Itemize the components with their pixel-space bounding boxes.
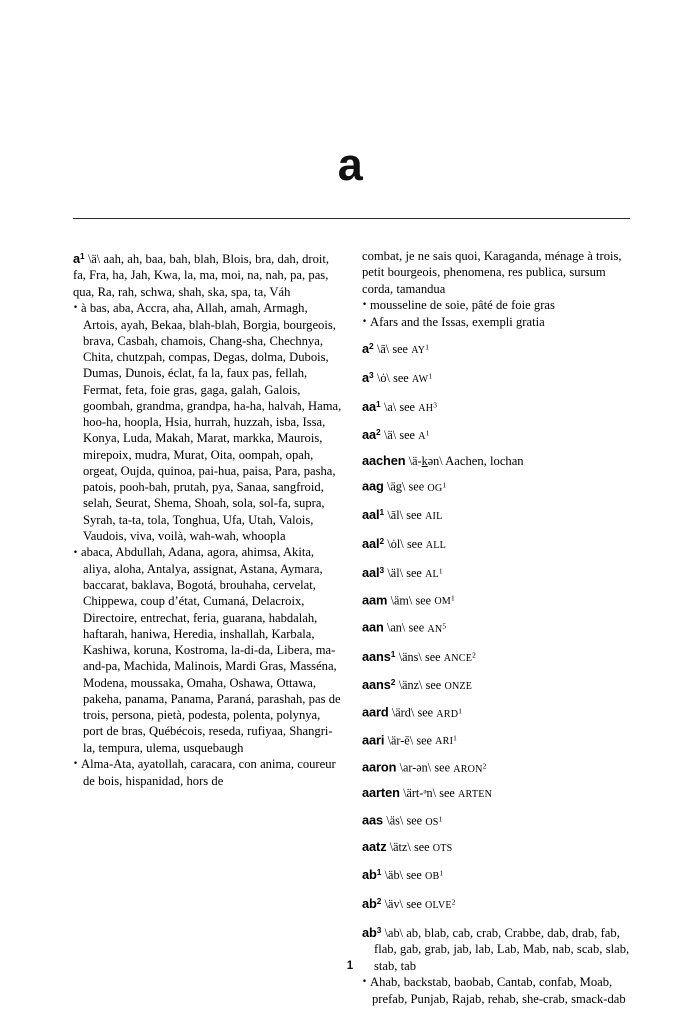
- see-label: see: [408, 479, 425, 494]
- see-label: see: [406, 813, 423, 828]
- cross-reference-superscript: 2: [472, 650, 476, 660]
- entry-ab2: [362, 886, 632, 915]
- cross-reference-link[interactable]: $A^1$: [418, 428, 430, 443]
- cross-reference-link[interactable]: $AW^1$: [411, 371, 433, 385]
- cross-reference-link[interactable]: $AY^1$: [411, 342, 430, 356]
- entry-a3: [362, 359, 632, 388]
- see-label: see: [439, 786, 455, 801]
- rhyme-list-level-5-block: [362, 297, 632, 314]
- headword: aal$^1$: [362, 507, 385, 523]
- headword: aans$^2$: [362, 677, 396, 693]
- pronunciation: \äg\: [387, 479, 406, 494]
- entry-aam: [362, 583, 632, 610]
- rhyme-list-level-6: Afars and the Issas, exempli gratia: [370, 314, 545, 329]
- headword: aatz: [362, 838, 387, 854]
- see-label: see: [399, 399, 415, 414]
- headword-superscript: 3: [369, 369, 374, 380]
- cross-reference-link[interactable]: $OS^1$: [425, 814, 443, 828]
- pronunciation: \ä-kən\: [408, 454, 443, 469]
- cross-reference-superscript: 1: [442, 480, 447, 490]
- see-label: see: [406, 566, 422, 581]
- entry-aard: [362, 696, 632, 723]
- headword: $aa^1$: [362, 398, 381, 414]
- pronunciation: \äl\: [387, 566, 403, 581]
- cross-reference-link[interactable]: ONZE: [444, 681, 473, 693]
- headword: aans$^1$: [362, 648, 396, 664]
- rhyme-list-level-1: aah, ah, baa, bah, blah, Blois, bra, dah, droit, fa, Fra, ha, Jah, Kwa, la, ma, moi, na, nah, pa, pas, qua, Ra, rah, schwa, shah, ska, spa, ta, Váh: [73, 252, 330, 299]
- cross-reference-entry-list: [362, 330, 632, 914]
- bullet-icon: •: [362, 317, 368, 327]
- bullet-icon: •: [73, 303, 79, 314]
- see-label: see: [406, 868, 422, 883]
- see-label: see: [416, 733, 432, 748]
- headword-superscript: 1: [376, 867, 382, 878]
- headword: aarten: [362, 785, 400, 801]
- headword: aal$^3$: [362, 565, 385, 581]
- pronunciation: \äm\: [390, 593, 413, 608]
- cross-reference-superscript: 1: [425, 428, 430, 438]
- see-label: see: [415, 593, 432, 608]
- entry-aal2: [362, 526, 632, 555]
- headword-superscript: 2: [376, 896, 382, 907]
- header-divider-rule: [73, 218, 630, 219]
- pronunciation: \ā\: [376, 341, 390, 356]
- entry-a1: [73, 248, 343, 300]
- page-number: 1: [346, 960, 354, 972]
- page-header-letter: a: [337, 139, 363, 190]
- see-label: see: [406, 508, 422, 523]
- two-column-body: [73, 248, 632, 1007]
- rhyme-list-level-4-continued: combat, je ne sais quoi, Karaganda, ménage à trois, petit bourgeois, phenomena, res publica, sursum corda, tamandua: [362, 249, 622, 296]
- rhyme-list-level-4-block-start: [73, 756, 343, 789]
- see-label: see: [406, 897, 422, 912]
- headword-superscript: 2: [369, 340, 374, 351]
- headword-superscript: 1: [390, 648, 396, 659]
- pronunciation-ab3: \ab\: [384, 926, 403, 941]
- cross-reference-link[interactable]: ARD$^1$: [436, 706, 463, 720]
- entry-aa2: [362, 417, 632, 446]
- pronunciation: \ȯl\: [387, 537, 404, 552]
- pronunciation: \äv\: [384, 897, 403, 912]
- headword-superscript: 3: [379, 565, 385, 576]
- headword-superscript: 2: [376, 427, 381, 438]
- headword-superscript: 3: [376, 925, 382, 936]
- pronunciation: \ärd\: [391, 705, 415, 720]
- rhyme-list-ab3-level-2: Ahab, backstab, baobab, Cantab, confab, Moab, prefab, Punjab, Rajab, rehab, she-crab, smack-dab: [370, 974, 626, 1006]
- left-column: [73, 248, 343, 789]
- cross-reference-link[interactable]: $AH^3$: [418, 400, 438, 414]
- see-label: see: [408, 620, 425, 635]
- pronunciation: \ärt-ᵊn\: [403, 786, 436, 801]
- entry-ab1: [362, 857, 632, 886]
- see-label: see: [392, 341, 408, 356]
- rhyme-list-ab3-level-2-block: [362, 974, 632, 1007]
- cross-reference-superscript: 1: [439, 868, 444, 878]
- cross-reference-link[interactable]: ANCE$^2$: [443, 650, 476, 664]
- see-label: see: [413, 839, 430, 854]
- rhyme-list-level-3-block: [73, 544, 343, 756]
- pronunciation: \äns\: [398, 649, 422, 664]
- headword: aaron: [362, 759, 397, 775]
- see-label: see: [406, 537, 423, 552]
- rhyme-list-level-2-block: [73, 300, 343, 544]
- cross-reference-superscript: 2: [451, 897, 456, 907]
- headword: aas: [362, 812, 384, 828]
- see-label: see: [417, 705, 434, 720]
- cross-reference-link[interactable]: ARON$^2$: [453, 761, 487, 775]
- cross-reference-link[interactable]: ARI$^1$: [435, 733, 458, 748]
- cross-reference-superscript: 1: [458, 706, 463, 716]
- bullet-icon: •: [362, 300, 368, 311]
- rhyme-list-level-2: à bas, aba, Accra, aha, Allah, amah, Armagh, Artois, ayah, Bekaa, blah-blah, Borgia, bourgeois, brava, Casbah, chamois, Chang-sha, Chechnya, Chita, chutzpah, compas, Degas, dolma, Dubois, Dumas, Dunois, éclat, fa la, faux pas, fellah, Fermat, feta, foie gras, gaga, galah, Galois, goombah, grandma, grandpa, ha-ha, halvah, Hama, hoo-ha, hoopla, Hsia, hurrah, huzzah, isba, Issa, Konya, Luda, Makah, Marat, markka, Maurois, mirepoix, mudra, Murat, Oita, oompah, opah, orgeat, Oujda, quinoa, pai-hua, paisa, Para, pasha, patois, pooh-bah, prutah, pya, Sanaa, sangfroid, selah, Seurat, Shema, Shoah, sola, sol-fa, supra, Syrah, ta-ta, tola, Tonghua, Ufa, Utah, Valois, Vaudois, viva, voilà, wah-wah, whoopla: [81, 300, 342, 543]
- pronunciation: \ä\: [383, 428, 397, 443]
- entry-aa1: [362, 388, 632, 417]
- bullet-icon: •: [73, 759, 79, 770]
- headword: aam: [362, 592, 388, 608]
- cross-reference-superscript: 1: [428, 371, 433, 381]
- pronunciation: \an\: [387, 620, 406, 635]
- rhyme-list-level-3: abaca, Abdullah, Adana, agora, ahimsa, Akita, aliya, aloha, Antalya, assignat, Astana, Aymara, baccarat, baklava, Bogotá, brouhaha, cervelat, Chippewa, coup d’état, Cumaná, Delacroix, Directoire, entrechat, feria, guarana, habdalah, haftarah, haniwa, Heredia, inshallah, Karbala, Kashiwa, koruna, Kostroma, la-di-da, Libera, ma-and-pa, Machida, Malinois, Mardi Gras, Masséna, Modena, moussaka, Omaha, Oshawa, Ottawa, pakeha, panama, Panama, Paraná, parashah, pas de trois, persona, pietà, podesta, polenta, polynya, port de bras, Québécois, reseda, rufiyaa, Shangri-la, tempura, ulema, usquebaugh: [81, 545, 341, 755]
- cross-reference-link[interactable]: $OG^1$: [427, 480, 447, 494]
- entry-aaron: [362, 750, 632, 777]
- right-column: [362, 248, 632, 1007]
- headword-a1: $a^1$: [73, 251, 85, 266]
- entry-aans2: [362, 667, 632, 696]
- pronunciation: \äs\: [386, 813, 404, 828]
- cross-reference-link[interactable]: $AN^5$: [427, 621, 447, 635]
- pronunciation: \ätz\: [389, 839, 411, 854]
- cross-reference-link[interactable]: $OB^1$: [425, 868, 444, 883]
- rhyme-list-level-1: Aachen, lochan: [445, 454, 524, 469]
- cross-reference-link[interactable]: AIL: [425, 511, 443, 523]
- headword: aal$^2$: [362, 536, 385, 552]
- pronunciation: \a\: [383, 399, 397, 414]
- headword-superscript: 2: [379, 536, 385, 547]
- bullet-icon: •: [73, 547, 79, 558]
- cross-reference-superscript: 1: [425, 342, 430, 352]
- headword-ab3: $ab^3$: [362, 925, 382, 941]
- headword: aan: [362, 619, 384, 635]
- entry-aal1: [362, 497, 632, 526]
- cross-reference-link[interactable]: OTS: [432, 842, 453, 854]
- pronunciation: \änz\: [398, 678, 423, 693]
- cross-reference-link[interactable]: ARTEN: [458, 789, 493, 801]
- cross-reference-superscript: 1: [450, 593, 455, 603]
- cross-reference-superscript: 1: [438, 566, 443, 576]
- headword-superscript: 2: [390, 677, 396, 688]
- entry-aachen: [362, 446, 632, 470]
- headword: aag: [362, 478, 384, 494]
- entry-aans1: [362, 638, 632, 667]
- see-label: see: [434, 760, 450, 775]
- pronunciation: \äb\: [384, 868, 403, 883]
- pronunciation: \ȯ\: [376, 370, 390, 385]
- headword: aari: [362, 732, 385, 748]
- pronunciation: \āl\: [387, 508, 403, 523]
- pronunciation: \ar-ən\: [399, 760, 432, 775]
- cross-reference-superscript: 2: [482, 761, 487, 770]
- cross-reference-superscript: 5: [442, 621, 447, 631]
- headword-superscript: 1: [379, 507, 385, 518]
- headword-superscript: 1: [376, 398, 381, 409]
- headword: aard: [362, 704, 389, 720]
- entry-aari: [362, 723, 632, 750]
- entry-aan: [362, 611, 632, 638]
- rhyme-list-level-6-block: [362, 314, 632, 331]
- rhyme-list-level-5: mousseline de soie, pâté de foie gras: [370, 297, 555, 312]
- pronunciation: \är-ē\: [387, 733, 414, 748]
- cross-reference-link[interactable]: $AL^1$: [425, 566, 443, 581]
- see-label: see: [425, 678, 442, 693]
- see-label: see: [399, 428, 415, 443]
- entry-aal3: [362, 555, 632, 584]
- rhyme-list-ab3-level-1: ab, blab, cab, crab, Crabbe, dab, drab, fab, flab, gab, grab, jab, lab, Lab, Mab, nab, scab, slab, stab, tab: [374, 926, 630, 973]
- bullet-icon: •: [362, 977, 368, 988]
- headword: $a^3$: [362, 369, 374, 385]
- entry-aas: [362, 804, 632, 831]
- headword: $a^2$: [362, 340, 374, 356]
- cross-reference-superscript: 3: [433, 400, 438, 410]
- cross-reference-superscript: 1: [453, 733, 458, 743]
- cross-reference-link[interactable]: OLVE$^2$: [425, 897, 456, 912]
- see-label: see: [393, 370, 409, 385]
- entry-a2: [362, 330, 632, 359]
- see-label: see: [424, 649, 441, 664]
- pronunciation-underlined-letter: k: [421, 454, 428, 469]
- entry-aarten: [362, 778, 632, 804]
- cross-reference-link[interactable]: $OM^1$: [434, 593, 455, 608]
- headword: aachen: [362, 453, 406, 469]
- entry-aag: [362, 469, 632, 496]
- headword-superscript: 1: [80, 251, 85, 261]
- cross-reference-link[interactable]: ALL: [425, 540, 446, 552]
- cross-reference-superscript: 1: [438, 814, 443, 824]
- rhyme-list-level-4-start: Alma-Ata, ayatollah, caracara, con anima, coureur de bois, hispanidad, hors de: [81, 756, 336, 788]
- entry-aatz: [362, 831, 632, 857]
- headword: $aa^2$: [362, 427, 381, 443]
- headword: $ab^1$: [362, 867, 382, 883]
- headword: $ab^2$: [362, 896, 382, 912]
- pronunciation-a1: \ä\: [87, 252, 101, 266]
